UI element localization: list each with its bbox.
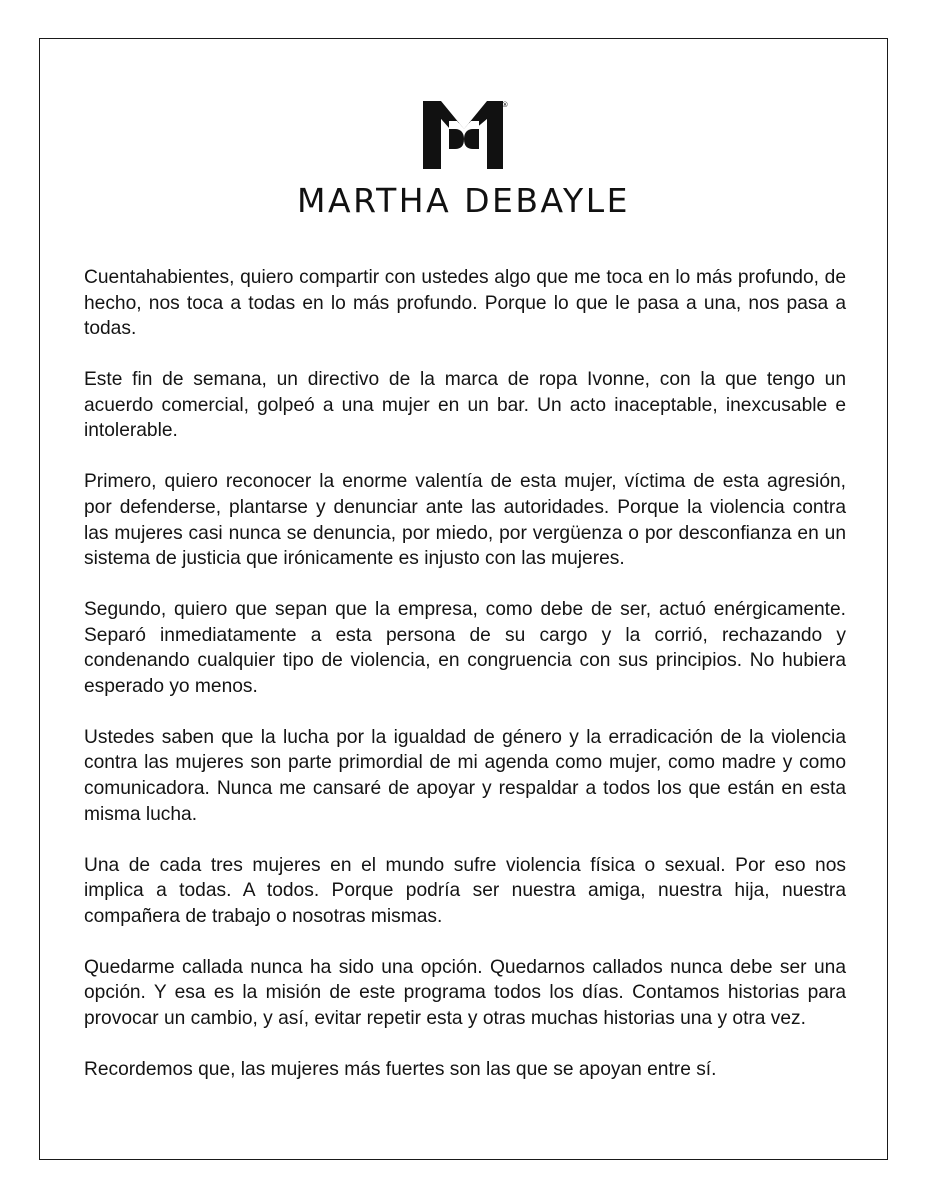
statement-body bbox=[84, 265, 846, 1108]
paragraph-4: Segundo, quiero que sepan que la empresa, como debe de ser, actuó enérgicamente. Separó inmediatamente a esta persona de su cargo y la corrió, rechazando y condenando cualquier tipo de violencia, en congruencia con sus principios. No hubiera esperado yo menos. bbox=[84, 599, 846, 697]
paragraph-3: Primero, quiero reconocer la enorme valentía de esta mujer, víctima de esta agresión, por defenderse, plantarse y denunciar ante las autoridades. Porque la violencia contra las mujeres casi nunca se denuncia, por miedo, por vergüenza o por desconfianza en un sistema de justicia que irónicamente es injusto con las mujeres. bbox=[84, 471, 846, 570]
paragraph-1: Cuentahabientes, quiero compartir con ustedes algo que me toca en lo más profundo, de hecho, nos toca a todas en lo más profundo. Porque lo que le pasa a una, nos pasa a todas. bbox=[84, 267, 846, 340]
paragraph-7: Quedarme callada nunca ha sido una opción. Quedarnos callados nunca debe ser una opción. Y esa es la misión de este programa todos los días. Contamos historias para provocar un cambio, y así, evitar repetir esta y otras muchas historias una y otra vez. bbox=[84, 956, 846, 1029]
document-border bbox=[39, 38, 888, 1160]
paragraph-5: Ustedes saben que la lucha por la igualdad de género y la erradicación de la violencia contra las mujeres son parte primordial de mi agenda como mujer, como madre y como comunicadora. Nunca me cansaré de apoyar y respaldar a todos los que están en esta misma lucha. bbox=[84, 726, 846, 825]
registered-mark: ® bbox=[501, 101, 508, 109]
brand-name: MARTHA DEBAYLE bbox=[297, 181, 630, 220]
md-monogram-icon bbox=[419, 99, 509, 171]
paragraph-6: Una de cada tres mujeres en el mundo sufre violencia física o sexual. Por eso nos implica a todas. A todos. Porque podría ser nuestra amiga, nuestra hija, nuestra compañera de trabajo o nosotras mismas. bbox=[84, 854, 846, 927]
paragraph-2: Este fin de semana, un directivo de la marca de ropa Ivonne, con la que tengo un acuerdo comercial, golpeó a una mujer en un bar. Un acto inaceptable, inexcusable e intolerable. bbox=[84, 369, 846, 442]
paragraph-8: Recordemos que, las mujeres más fuertes son las que se apoyan entre sí. bbox=[84, 1058, 717, 1080]
letterhead bbox=[40, 99, 887, 220]
